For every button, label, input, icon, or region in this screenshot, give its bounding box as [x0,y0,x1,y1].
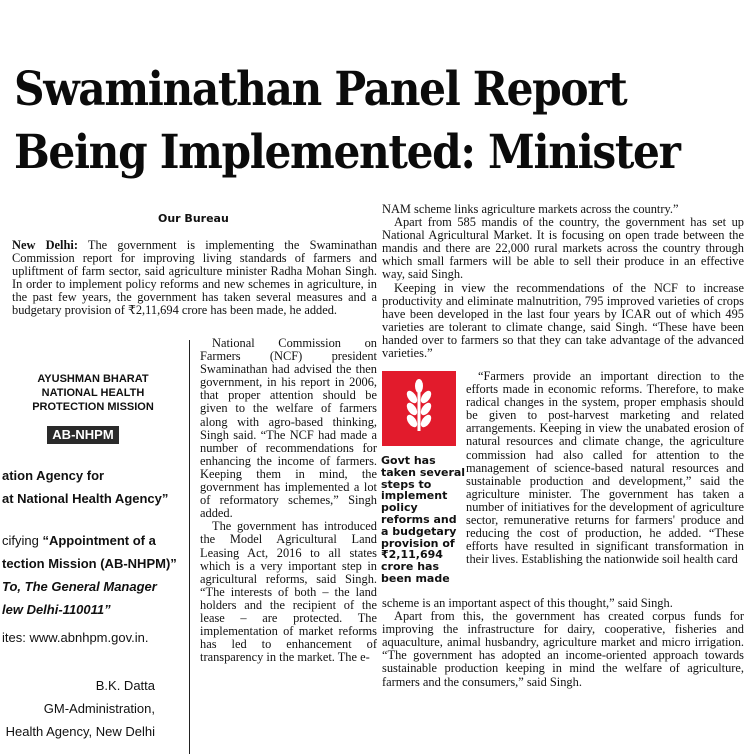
ad-line-3-pre: cifying [2,533,43,548]
ad-sign-name: B.K. Datta [95,678,155,693]
ad-line-7-pre: ites: [2,630,30,645]
column-3-bottom [382,597,744,689]
column-3-paragraph-1: Apart from 585 mandis of the country, the government has set up National Agricultural Market. It is focusing on open trade between the mandis and there are 22,000 rural markets across the country through which small farmers will be able to sell their produce in an effective way, said Singh. [382,215,744,282]
sidebar-line: taken several [381,465,466,479]
headline [14,58,744,184]
ad-mission-line-3: PROTECTION MISSION [32,401,154,413]
column-2-paragraph-2: The government has introduced the Model Agricultural Land Leasing Act, 2016 to all states which is a very important step in agricultural reforms, said Singh. “The interests of both – the land holders and the recipient of the lease – are protected. The implementation of market reforms has led to enhancement of transparency in the market. The e- [200,519,377,665]
sidebar-line: a budgetary [381,524,457,538]
sidebar-highlight [381,455,464,585]
ad-mission-line-2: NATIONAL HEALTH [41,387,145,399]
ad-sign-org: Health Agency, New Delhi [5,724,155,739]
ad-line-5: To, The General Manager [2,579,157,594]
sidebar-line: provision of [381,536,455,550]
byline: Our Bureau [158,212,229,225]
sidebar-line: been made [381,571,450,585]
column-divider [189,340,190,754]
ad-line-2: at National Health Agency” [2,491,169,506]
lead-text: The government is implementing the Swaminathan Commission report for improving living standards of farmers and upliftment of farm sector, said agriculture minister Radha Mohan Singh. In order to implement policy reforms and new schemes in agriculture, in the past few years, the government has taken several measures and a budgetary provision of ₹2,11,694 crore has been made, he added. [12,238,378,318]
column-3-paragraph-3: “Farmers provide an important direction to the efforts made in economic reforms. Therefore, to make radical changes in the system, proper emphasis should be given to post-harvest marketing and related arrangements. Keeping in view the unabated erosion of natural resources and climate change, the agriculture commission had also called for attention to the management of science-based natural resources and sustainable production and development,” said the agriculture minister. The government has taken a number of initiatives for the development of agriculture sector, remunerative returns for farmers' produce and reducing the cost of production, he added. “These efforts have resulted in significant transformation in their lives. Establishing the nationwide soil health card [466,369,744,567]
ad-mission-line-1: AYUSHMAN BHARAT [37,373,149,385]
sidebar-line: policy [381,501,418,515]
column-2-paragraph-1: National Commission on Farmers (NCF) president Swaminathan had advised the then government, in his report in 2006, that proper attention should be given to the welfare of farmers along with agro-based thinking, Singh said. “The NCF had made a number of recommendations for enhancing the income of farmers. Keeping them in mind, the government has implemented a lot of reformatory schemes,” Singh added. [200,336,377,521]
column-3-paragraph-4: Apart from this, the government has created corpus funds for improving the infrastructure for dairy, cooperative, fisheries and aquaculture, animal husbandry, agriculture market and micro irrigation. “The government has adopted an income-oriented approach towards sustainable production keeping in mind the welfare of agriculture, farmers and the consumers,” said Singh. [382,609,744,689]
sidebar-line: ₹2,11,694 [381,548,443,562]
lead-paragraph [12,239,377,318]
ad-line-4: tection Mission (AB-NHPM)” [2,556,177,571]
headline-line-2: Being Implemented: Minister [14,125,680,180]
ad-line-7 [2,630,148,645]
sidebar-line: reforms and [381,512,457,526]
headline-line-1: Swaminathan Panel Report [14,62,627,117]
ad-line-6: lew Delhi-110011” [2,602,111,617]
sidebar-line: crore has [381,560,440,574]
ad-line-3 [2,533,156,548]
ad-badge: AB-NHPM [47,426,119,444]
ad-line-1: ation Agency for [2,468,105,483]
ad-website-link[interactable]: www.abnhpm.gov.in [29,630,145,645]
column-3-top [382,203,744,360]
ad-line-7-post: . [144,630,149,645]
wheat-icon [382,371,456,446]
sidebar-line: steps to [381,477,432,491]
sidebar-line: Govt has [381,454,436,467]
ad-line-3-bold: “Appointment of a [42,533,156,548]
sidebar-line: implement [381,489,448,503]
column-3-middle [466,370,744,566]
column-3-paragraph-0: NAM scheme links agriculture markets across the country.” [382,202,679,216]
dateline: New Delhi: [12,238,78,252]
column-3-paragraph-3-end: scheme is an important aspect of this thought,” said Singh. [382,596,673,610]
ad-sign-title: GM-Administration, [43,701,155,716]
advertisement [0,370,188,754]
column-3-paragraph-2: Keeping in view the recommendations of the NCF to increase productivity and eliminate malnutrition, 795 improved varieties of crops have been developed in the last four years by ICAR out of which 495 varieties are tolerant to climate change, said Singh. “These have been handed over to farmers so that they can take advantage of the advanced varieties.” [382,280,744,361]
ad-mission-title [28,372,158,414]
column-2 [200,337,377,664]
